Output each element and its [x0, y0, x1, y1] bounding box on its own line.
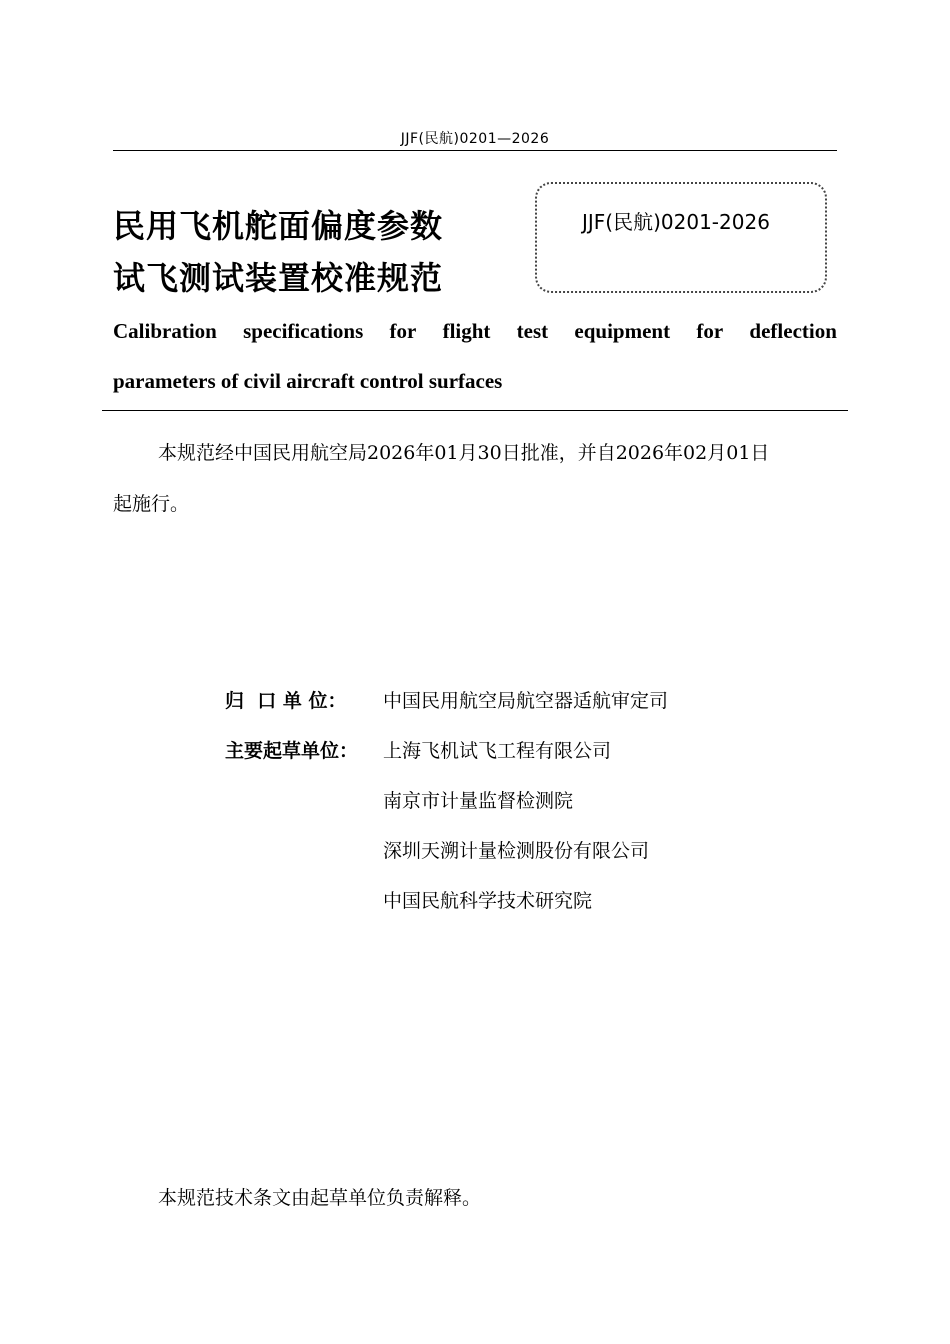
drafting-unit: 中国民航科学技术研究院 — [383, 890, 593, 912]
english-title-word: specifications — [243, 319, 364, 343]
organization-info — [225, 676, 668, 926]
title-separator-rule — [102, 410, 848, 411]
chinese-title-line-1: 民用飞机舵面偏度参数 — [113, 207, 444, 245]
drafting-unit: 南京市计量监督检测院 — [383, 790, 574, 812]
english-title-word: flight — [442, 319, 491, 343]
responsible-unit-value: 中国民用航空局航空器适航审定司 — [383, 690, 669, 712]
drafting-units-label: 主要起草单位： — [225, 740, 359, 762]
approval-line-1: 本规范经中国民用航空局2026年01月30日批准，并自2026年02月01日 — [158, 442, 770, 464]
responsible-unit-label: 归 口 单 位： — [225, 690, 347, 712]
standard-code-box — [535, 182, 827, 293]
english-title-word: Calibration — [113, 319, 217, 343]
approval-statement — [113, 428, 837, 530]
english-title-word: for — [696, 319, 724, 343]
english-title-word: test — [516, 319, 549, 343]
drafting-unit: 深圳天溯计量检测股份有限公司 — [383, 840, 650, 862]
responsible-unit-row — [225, 676, 668, 726]
interpretation-note: 本规范技术条文由起草单位负责解释。 — [158, 1187, 482, 1209]
english-title-word: for — [389, 319, 417, 343]
drafting-unit-row — [225, 876, 668, 926]
english-title-word: deflection — [749, 319, 837, 343]
drafting-unit-row — [225, 826, 668, 876]
drafting-unit: 上海飞机试飞工程有限公司 — [383, 740, 612, 762]
english-title-line-1 — [113, 306, 837, 356]
standard-code: JJF(民航)0201-2026 — [582, 210, 770, 234]
approval-line-2: 起施行。 — [113, 493, 190, 515]
english-title-word: equipment — [574, 319, 671, 343]
drafting-unit-row — [225, 726, 668, 776]
header-standard-code: JJF(民航)0201—2026 — [400, 131, 550, 147]
chinese-title-line-2: 试飞测试装置校准规范 — [113, 259, 444, 297]
chinese-title — [113, 200, 443, 304]
english-title-line-2: parameters of civil aircraft control surfaces — [113, 369, 503, 393]
drafting-unit-row — [225, 776, 668, 826]
header-rule — [113, 150, 837, 151]
english-title — [113, 306, 837, 406]
